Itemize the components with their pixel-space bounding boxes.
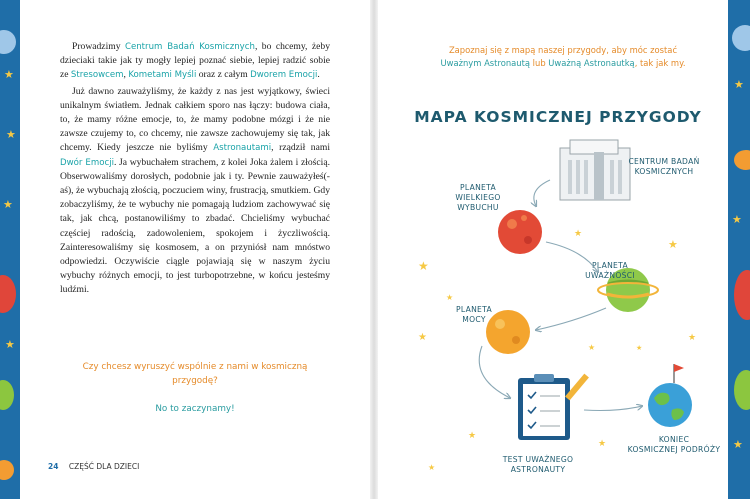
- text-run: Już dawno zauważyliśmy, że każdy z nas jest wyjątkowy, świeci unikalnym światłem. Jednak całkiem sporo nas łączy: budowa ciała, to, że mamy różne emocje, to, że mamy podobne mózgi i że nie zawsze czujemy to, co chcemy, nie zawsze zachowujemy się tak, jak chcemy. Kiedy jeszcze nie byliśmy: [60, 85, 330, 154]
- planet-decoration-icon: [732, 25, 750, 51]
- highlight-astronautka: Uważną Astronautką: [548, 58, 635, 68]
- arrow-icon: [584, 406, 642, 411]
- clipboard-icon: [518, 374, 589, 440]
- highlight-dwor-emocji: Dwór Emocji: [60, 157, 114, 168]
- star-icon: ★: [636, 344, 643, 352]
- invite-question: Czy chcesz wyruszyć wspólnie z nami w kosmiczną przygodę?: [82, 362, 308, 386]
- highlight-stresowiec: Stresowcem: [70, 70, 124, 81]
- highlight-centrum: Centrum Badań Kosmicznych: [124, 42, 255, 52]
- label-moc-2: MOCY: [462, 315, 486, 324]
- star-icon: ★: [688, 332, 697, 342]
- text-run: , bo chcemy, żeby dzieciaki takie jak ty mogły lepiej poznać siebie, lepiej radzić sobie ze: [60, 41, 331, 81]
- label-test-1: TEST UWAŻNEGO: [502, 455, 574, 464]
- highlight-astronauci: Astronautami: [213, 143, 272, 154]
- text-run: , rządził nami: [271, 142, 330, 154]
- star-icon: ★: [5, 339, 15, 351]
- paragraph-1: [60, 40, 330, 83]
- left-page: [20, 0, 370, 499]
- label-wybuch-3: WYBUCHU: [457, 203, 499, 212]
- planet-decoration-icon: [0, 275, 16, 313]
- star-icon: ★: [418, 259, 429, 273]
- label-moc-1: PLANETA: [455, 305, 493, 314]
- invite-go: No to zaczynamy!: [155, 404, 235, 414]
- label-test-2: ASTRONAUTY: [510, 465, 566, 474]
- star-icon: ★: [733, 439, 743, 451]
- highlight-komety: Kometami Myśli: [128, 70, 197, 81]
- label-centrum-2: KOSMICZNYCH: [634, 167, 694, 176]
- planet-orange-icon: [486, 310, 530, 354]
- planet-decoration-icon: [0, 460, 14, 480]
- arrow-icon: [534, 180, 550, 206]
- label-uwaznosc-1: PLANETA: [591, 261, 629, 270]
- label-koniec-2: KOSMICZNEJ PODRÓŻY: [627, 445, 721, 454]
- text-run: Zapoznaj się z mapą naszej przygody, aby móc zostać: [448, 45, 678, 55]
- right-page: [378, 0, 728, 499]
- star-icon: ★: [734, 79, 744, 91]
- star-icon: ★: [6, 129, 16, 141]
- label-wybuch-1: PLANETA: [459, 183, 497, 192]
- left-space-strip: [0, 0, 20, 499]
- text-run: , tak jak my.: [634, 58, 686, 68]
- planet-decoration-icon: [0, 30, 16, 54]
- earth-flag-icon: [648, 364, 692, 427]
- building-icon: [560, 140, 630, 200]
- arrow-icon: [546, 242, 598, 272]
- map-title: MAPA KOSMICZNEJ PRZYGODY: [414, 108, 702, 126]
- label-uwaznosc-2: UWAŻNOŚCI: [585, 271, 635, 280]
- planet-decoration-icon: [734, 270, 750, 320]
- section-name: CZĘŚĆ DLA DZIECI: [68, 462, 140, 471]
- star-icon: ★: [3, 199, 13, 211]
- page-number: 24: [48, 462, 59, 471]
- star-icon: ★: [446, 293, 454, 302]
- text-run: .: [317, 69, 320, 81]
- text-run: oraz z całym: [196, 69, 251, 81]
- text-run: lub: [530, 58, 549, 68]
- star-icon: ★: [4, 69, 14, 81]
- star-icon: ★: [468, 430, 477, 440]
- text-run: ,: [123, 69, 129, 81]
- arrow-icon: [536, 308, 606, 330]
- book-spine: [370, 0, 378, 499]
- highlight-astronauta: Uważnym Astronautą: [440, 58, 531, 68]
- planet-decoration-icon: [734, 150, 750, 170]
- star-icon: ★: [588, 343, 596, 352]
- paragraph-2: [60, 85, 330, 298]
- planet-decoration-icon: [734, 370, 750, 410]
- highlight-dwor-emocji: Dworem Emocji: [250, 70, 318, 81]
- page-footer: [48, 462, 139, 471]
- star-icon: ★: [668, 239, 678, 251]
- star-icon: ★: [418, 332, 427, 343]
- star-icon: ★: [428, 463, 436, 472]
- star-icon: ★: [598, 438, 607, 448]
- star-icon: ★: [574, 228, 583, 238]
- invitation: [60, 360, 330, 416]
- label-centrum-1: CENTRUM BADAŃ: [628, 157, 700, 166]
- label-koniec-1: KONIEC: [658, 435, 690, 444]
- label-wybuch-2: WIELKIEGO: [455, 193, 501, 202]
- planet-red-icon: [498, 210, 542, 254]
- text-run: Prowadzimy: [72, 41, 125, 52]
- text-run: . Ja wybuchałem strachem, z kolei Joka żalem i złością. Obserwowaliśmy dorosłych, podobnie jak i ty. Pewnie zauważyłeś(-aś), że wybuchają złością, poczuciem winy, frustracją, smutkiem. Gdy zobaczyliśmy, że te wybuchy nie pomagają ludziom zachowywać się tak, jak chcą, postanowiliśmy to zbadać. Chcieliśmy wybuchać częściej radością, zadowoleniem, spokojem i życzliwością. Zainteresowaliśmy się kosmosem, a on przyniósł nam mnóstwo odpowiedzi. Oczywiście ciągle pojawiają się w naszym życiu wybuchy różnych emocji, to jest turbopotrzebne, w końcu jesteśmy ludźmi.: [60, 156, 330, 296]
- planet-decoration-icon: [0, 380, 14, 410]
- star-icon: ★: [732, 214, 742, 226]
- adventure-map: [378, 0, 728, 499]
- right-space-strip: [728, 0, 750, 499]
- intro-text: [60, 40, 330, 300]
